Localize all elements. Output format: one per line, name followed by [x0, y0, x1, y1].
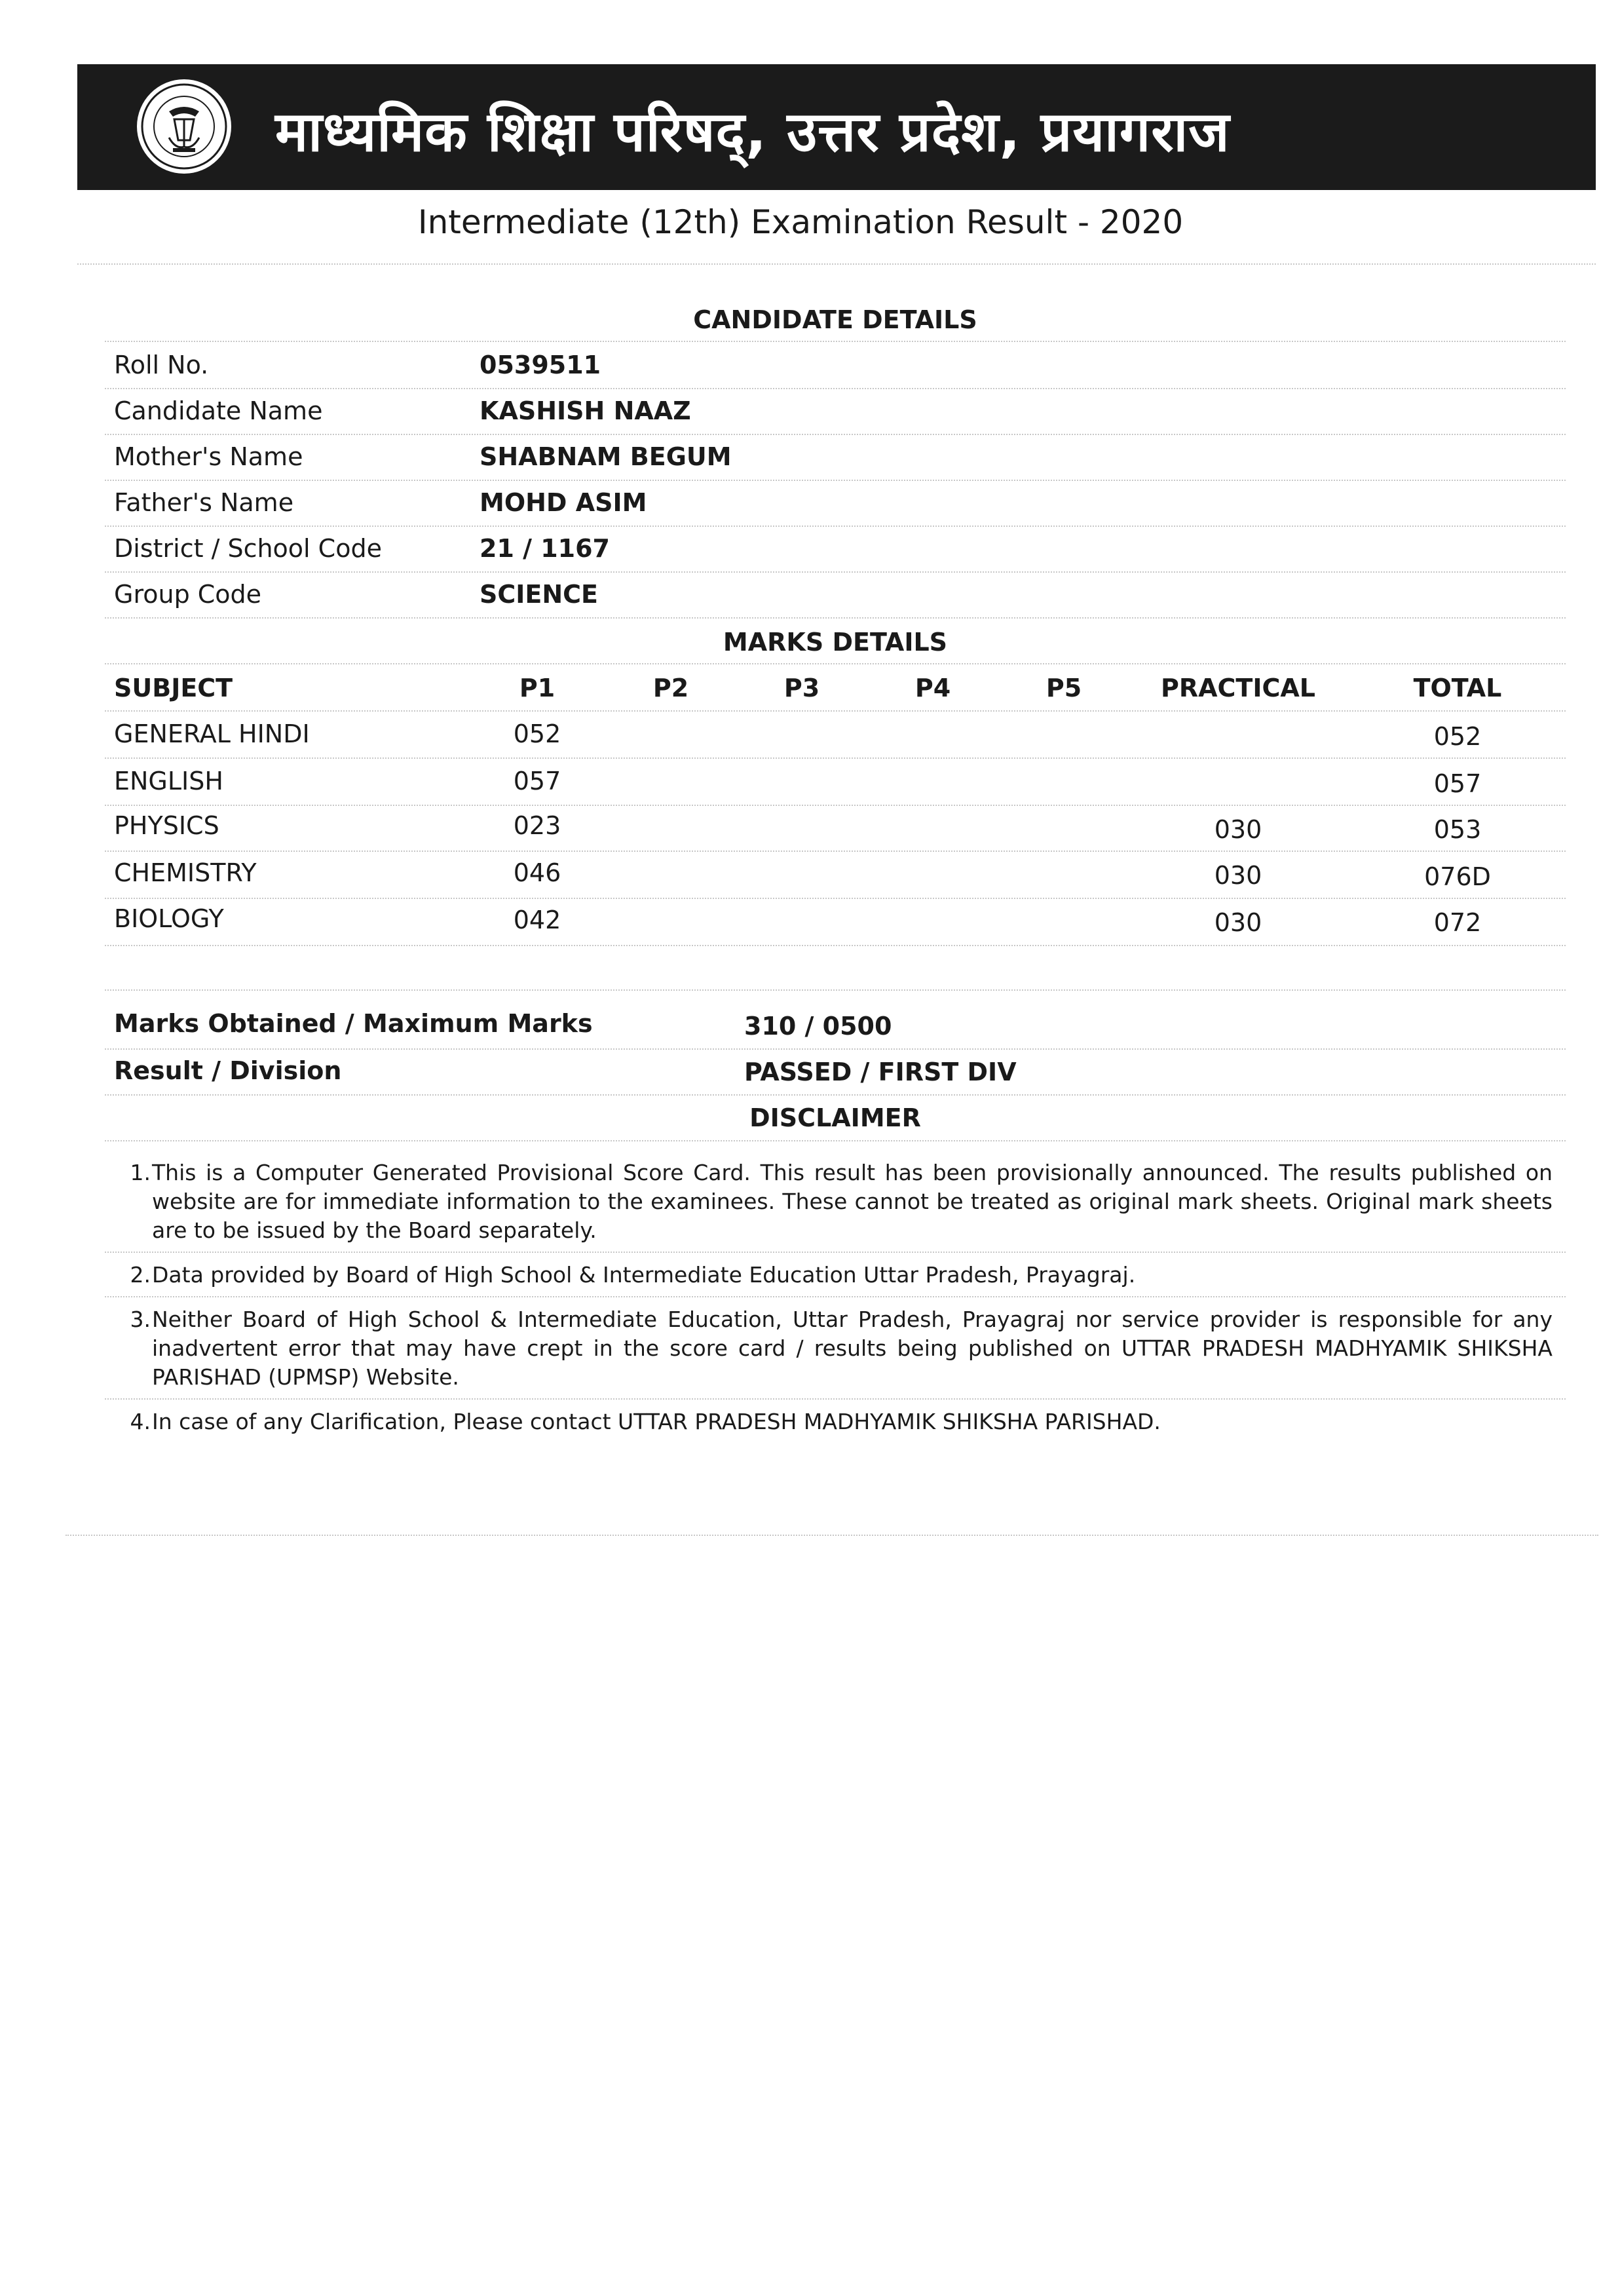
column-header-p1: P1 — [519, 674, 556, 702]
p1-mark: 052 — [513, 719, 561, 748]
divider — [105, 1048, 1566, 1050]
mother-name-value: SHABNAM BEGUM — [480, 442, 732, 471]
column-header-p5: P5 — [1045, 674, 1082, 702]
column-header-practical: PRACTICAL — [1161, 674, 1315, 702]
total-mark: 072 — [1433, 908, 1482, 937]
divider — [105, 989, 1566, 991]
disclaimer-number: 2. — [130, 1262, 151, 1288]
divider — [105, 617, 1566, 619]
subject-name: BIOLOGY — [114, 904, 224, 933]
disclaimer-text: Neither Board of High School & Intermediate Education, Uttar Pradesh, Prayagraj nor service provider is responsible for any inadvertent error that may have crept in the score card / results being published on UTTAR PRADESH MADHYAMIK SHIKSHA PARISHAD (UPMSP) Website. — [152, 1307, 1553, 1390]
marks-obtained-value: 310 / 0500 — [744, 1012, 892, 1041]
divider — [105, 1094, 1566, 1096]
district-school-code-label: District / School Code — [114, 534, 382, 563]
divider — [105, 757, 1566, 759]
divider — [105, 1252, 1566, 1253]
p1-mark: 057 — [513, 767, 561, 795]
candidate-name-value: KASHISH NAAZ — [480, 396, 691, 425]
divider — [105, 851, 1566, 852]
disclaimer-text: Data provided by Board of High School & Intermediate Education Uttar Pradesh, Prayagraj. — [152, 1262, 1136, 1288]
subject-name: CHEMISTRY — [114, 858, 257, 887]
divider — [105, 1140, 1566, 1141]
disclaimer-item — [118, 1158, 1553, 1250]
disclaimer-number: 3. — [130, 1307, 151, 1332]
column-header-p4: P4 — [914, 674, 951, 702]
divider — [105, 388, 1566, 389]
divider — [77, 263, 1596, 265]
total-mark: 057 — [1433, 769, 1482, 798]
divider — [105, 434, 1566, 435]
roll-no-label: Roll No. — [114, 351, 209, 379]
district-school-code-value: 21 / 1167 — [480, 534, 610, 563]
p1-mark: 042 — [513, 906, 561, 934]
practical-mark: 030 — [1214, 815, 1262, 844]
column-header-subject: SUBJECT — [114, 674, 233, 702]
candidate-name-label: Candidate Name — [114, 396, 323, 425]
subject-name: PHYSICS — [114, 811, 219, 840]
disclaimer-text: This is a Computer Generated Provisional Score Card. This result has been provisionally announced. The results published on website are for immediate information to the examinees. These cannot be treated as original mark sheets. Original mark sheets are to be issued by the Board separately. — [152, 1160, 1553, 1243]
disclaimer-text: In case of any Clarification, Please contact UTTAR PRADESH MADHYAMIK SHIKSHA PARISHAD. — [152, 1409, 1161, 1434]
divider — [105, 571, 1566, 573]
divider — [105, 341, 1566, 342]
p1-mark: 023 — [513, 811, 561, 840]
practical-mark: 030 — [1214, 861, 1262, 890]
divider — [105, 805, 1566, 806]
divider — [105, 945, 1566, 946]
father-name-value: MOHD ASIM — [480, 488, 647, 517]
subject-name: GENERAL HINDI — [114, 719, 310, 748]
exam-title: Intermediate (12th) Examination Result - 2020 — [417, 203, 1184, 241]
roll-no-value: 0539511 — [480, 351, 601, 379]
divider — [105, 898, 1566, 899]
column-header-total: TOTAL — [1413, 674, 1502, 702]
column-header-p3: P3 — [783, 674, 820, 702]
divider — [105, 1398, 1566, 1400]
group-code-label: Group Code — [114, 580, 262, 609]
board-name-hindi: माध्यमिक शिक्षा परिषद्, उत्तर प्रदेश, प्रयागराज — [275, 100, 1230, 164]
disclaimer-item — [118, 1305, 1553, 1397]
divider — [105, 1296, 1566, 1297]
disclaimer-number: 4. — [130, 1409, 151, 1434]
subject-name: ENGLISH — [114, 767, 223, 795]
divider — [105, 480, 1566, 481]
up-government-emblem-icon — [135, 77, 233, 176]
result-division-label: Result / Division — [114, 1056, 342, 1085]
practical-mark: 030 — [1214, 908, 1262, 937]
total-mark: 053 — [1433, 815, 1482, 844]
divider — [66, 1535, 1598, 1536]
total-mark: 076D — [1424, 862, 1491, 891]
candidate-details-heading: CANDIDATE DETAILS — [693, 305, 977, 334]
divider — [105, 663, 1566, 664]
disclaimer-item — [118, 1261, 1553, 1293]
total-mark: 052 — [1433, 722, 1482, 751]
mother-name-label: Mother's Name — [114, 442, 303, 471]
disclaimer-heading: DISCLAIMER — [749, 1103, 921, 1132]
column-header-p2: P2 — [652, 674, 689, 702]
disclaimer-number: 1. — [130, 1160, 151, 1185]
result-division-value: PASSED / FIRST DIV — [744, 1058, 1017, 1086]
group-code-value: SCIENCE — [480, 580, 599, 609]
divider — [105, 710, 1566, 712]
divider — [105, 526, 1566, 527]
p1-mark: 046 — [513, 858, 561, 887]
marks-details-heading: MARKS DETAILS — [723, 628, 948, 657]
disclaimer-item — [118, 1407, 1553, 1440]
header-banner — [77, 64, 1596, 190]
marks-obtained-label: Marks Obtained / Maximum Marks — [114, 1009, 593, 1038]
father-name-label: Father's Name — [114, 488, 294, 517]
